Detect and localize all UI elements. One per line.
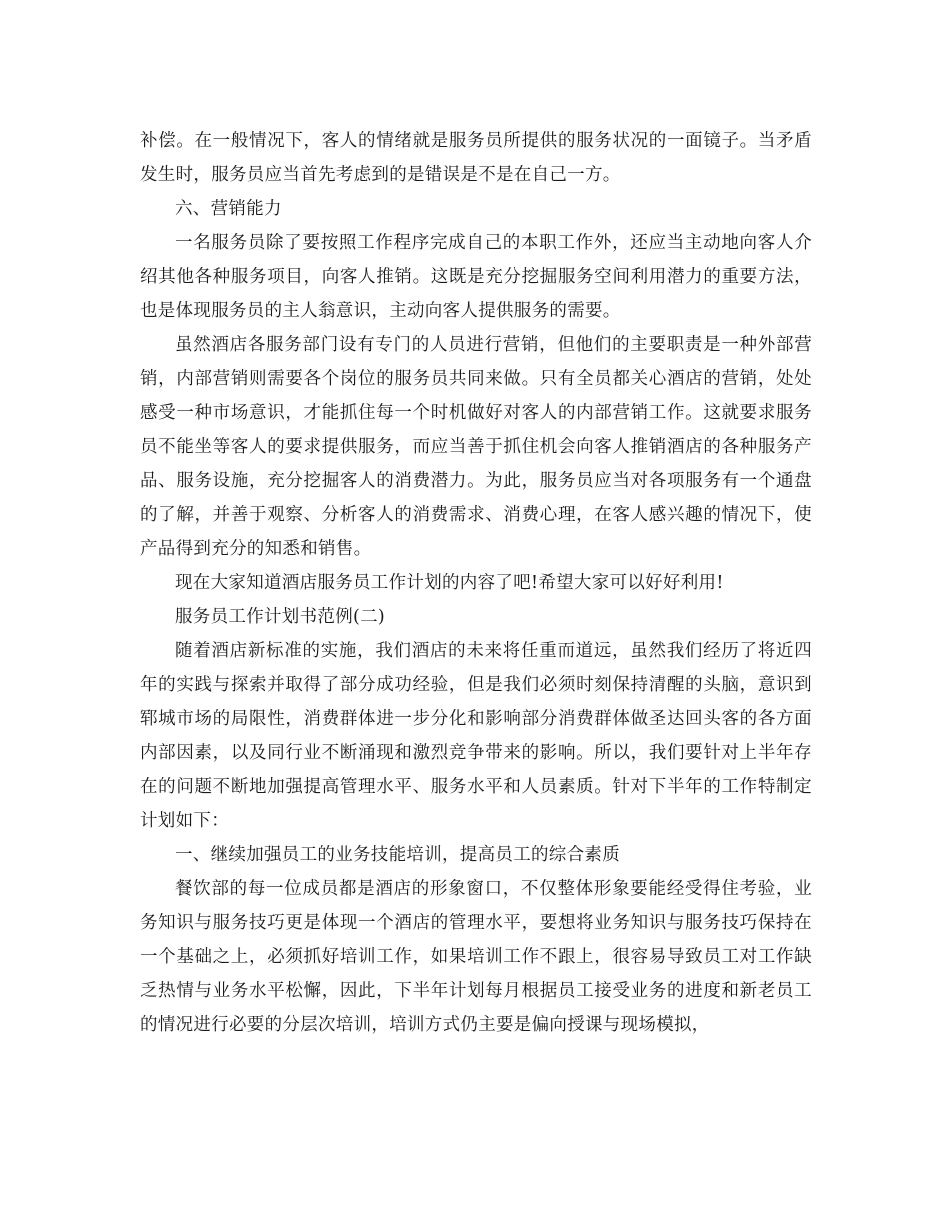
paragraph-closing-remark: 现在大家知道酒店服务员工作计划的内容了吧!希望大家可以好好利用!	[175, 573, 724, 593]
paragraph-service-promotion: 一名服务员除了要按照工作程序完成自己的本职工作外，还应当主动地向客人介绍其他各种服务项目，向客人推销。这既是充分挖掘服务空间利用潜力的重要方法，也是体现服务员的主人翁意识，主动向客人提供服务的需要。	[140, 233, 812, 321]
section-heading-marketing-ability: 六、营销能力	[175, 199, 282, 219]
paragraph-compensation-continuation: 补偿。在一般情况下，客人的情绪就是服务员所提供的服务状况的一面镜子。当矛盾发生时，服务员应当首先考虑到的是错误是不是在自己一方。	[140, 131, 812, 185]
document-body	[140, 124, 812, 1042]
section-heading-staff-training: 一、继续加强员工的业务技能培训，提高员工的综合素质	[175, 845, 620, 865]
paragraph-training-plan: 餐饮部的每一位成员都是酒店的形象窗口，不仅整体形象要能经受得住考验，业务知识与服务技巧更是体现一个酒店的管理水平，要想将业务知识与服务技巧保持在一个基础之上，必须抓好培训工作，如果培训工作不跟上，很容易导致员工对工作缺乏热情与业务水平松懈，因此，下半年计划每月根据员工接受业务的进度和新老员工的情况进行必要的分层次培训，培训方式仍主要是偏向授课与现场模拟，	[140, 879, 812, 1035]
section-heading-example-two: 服务员工作计划书范例(二)	[175, 607, 386, 627]
paragraph-new-standard: 随着酒店新标准的实施，我们酒店的未来将任重而道远，虽然我们经历了将近四年的实践与探索并取得了部分成功经验，但是我们必须时刻保持清醒的头脑，意识到郓城市场的局限性，消费群体进一步分化和影响部分消费群体做圣达回头客的各方面内部因素，以及同行业不断涌现和激烈竞争带来的影响。所以，我们要针对上半年存在的问题不断地加强提高管理水平、服务水平和人员素质。针对下半年的工作特制定计划如下：	[140, 641, 812, 831]
paragraph-internal-marketing: 虽然酒店各服务部门设有专门的人员进行营销，但他们的主要职责是一种外部营销，内部营销则需要各个岗位的服务员共同来做。只有全员都关心酒店的营销，处处感受一种市场意识，才能抓住每一个时机做好对客人的内部营销工作。这就要求服务员不能坐等客人的要求提供服务，而应当善于抓住机会向客人推销酒店的各种服务产品、服务设施，充分挖掘客人的消费潜力。为此，服务员应当对各项服务有一个通盘的了解，并善于观察、分析客人的消费需求、消费心理，在客人感兴趣的情况下，使产品得到充分的知悉和销售。	[140, 335, 812, 559]
